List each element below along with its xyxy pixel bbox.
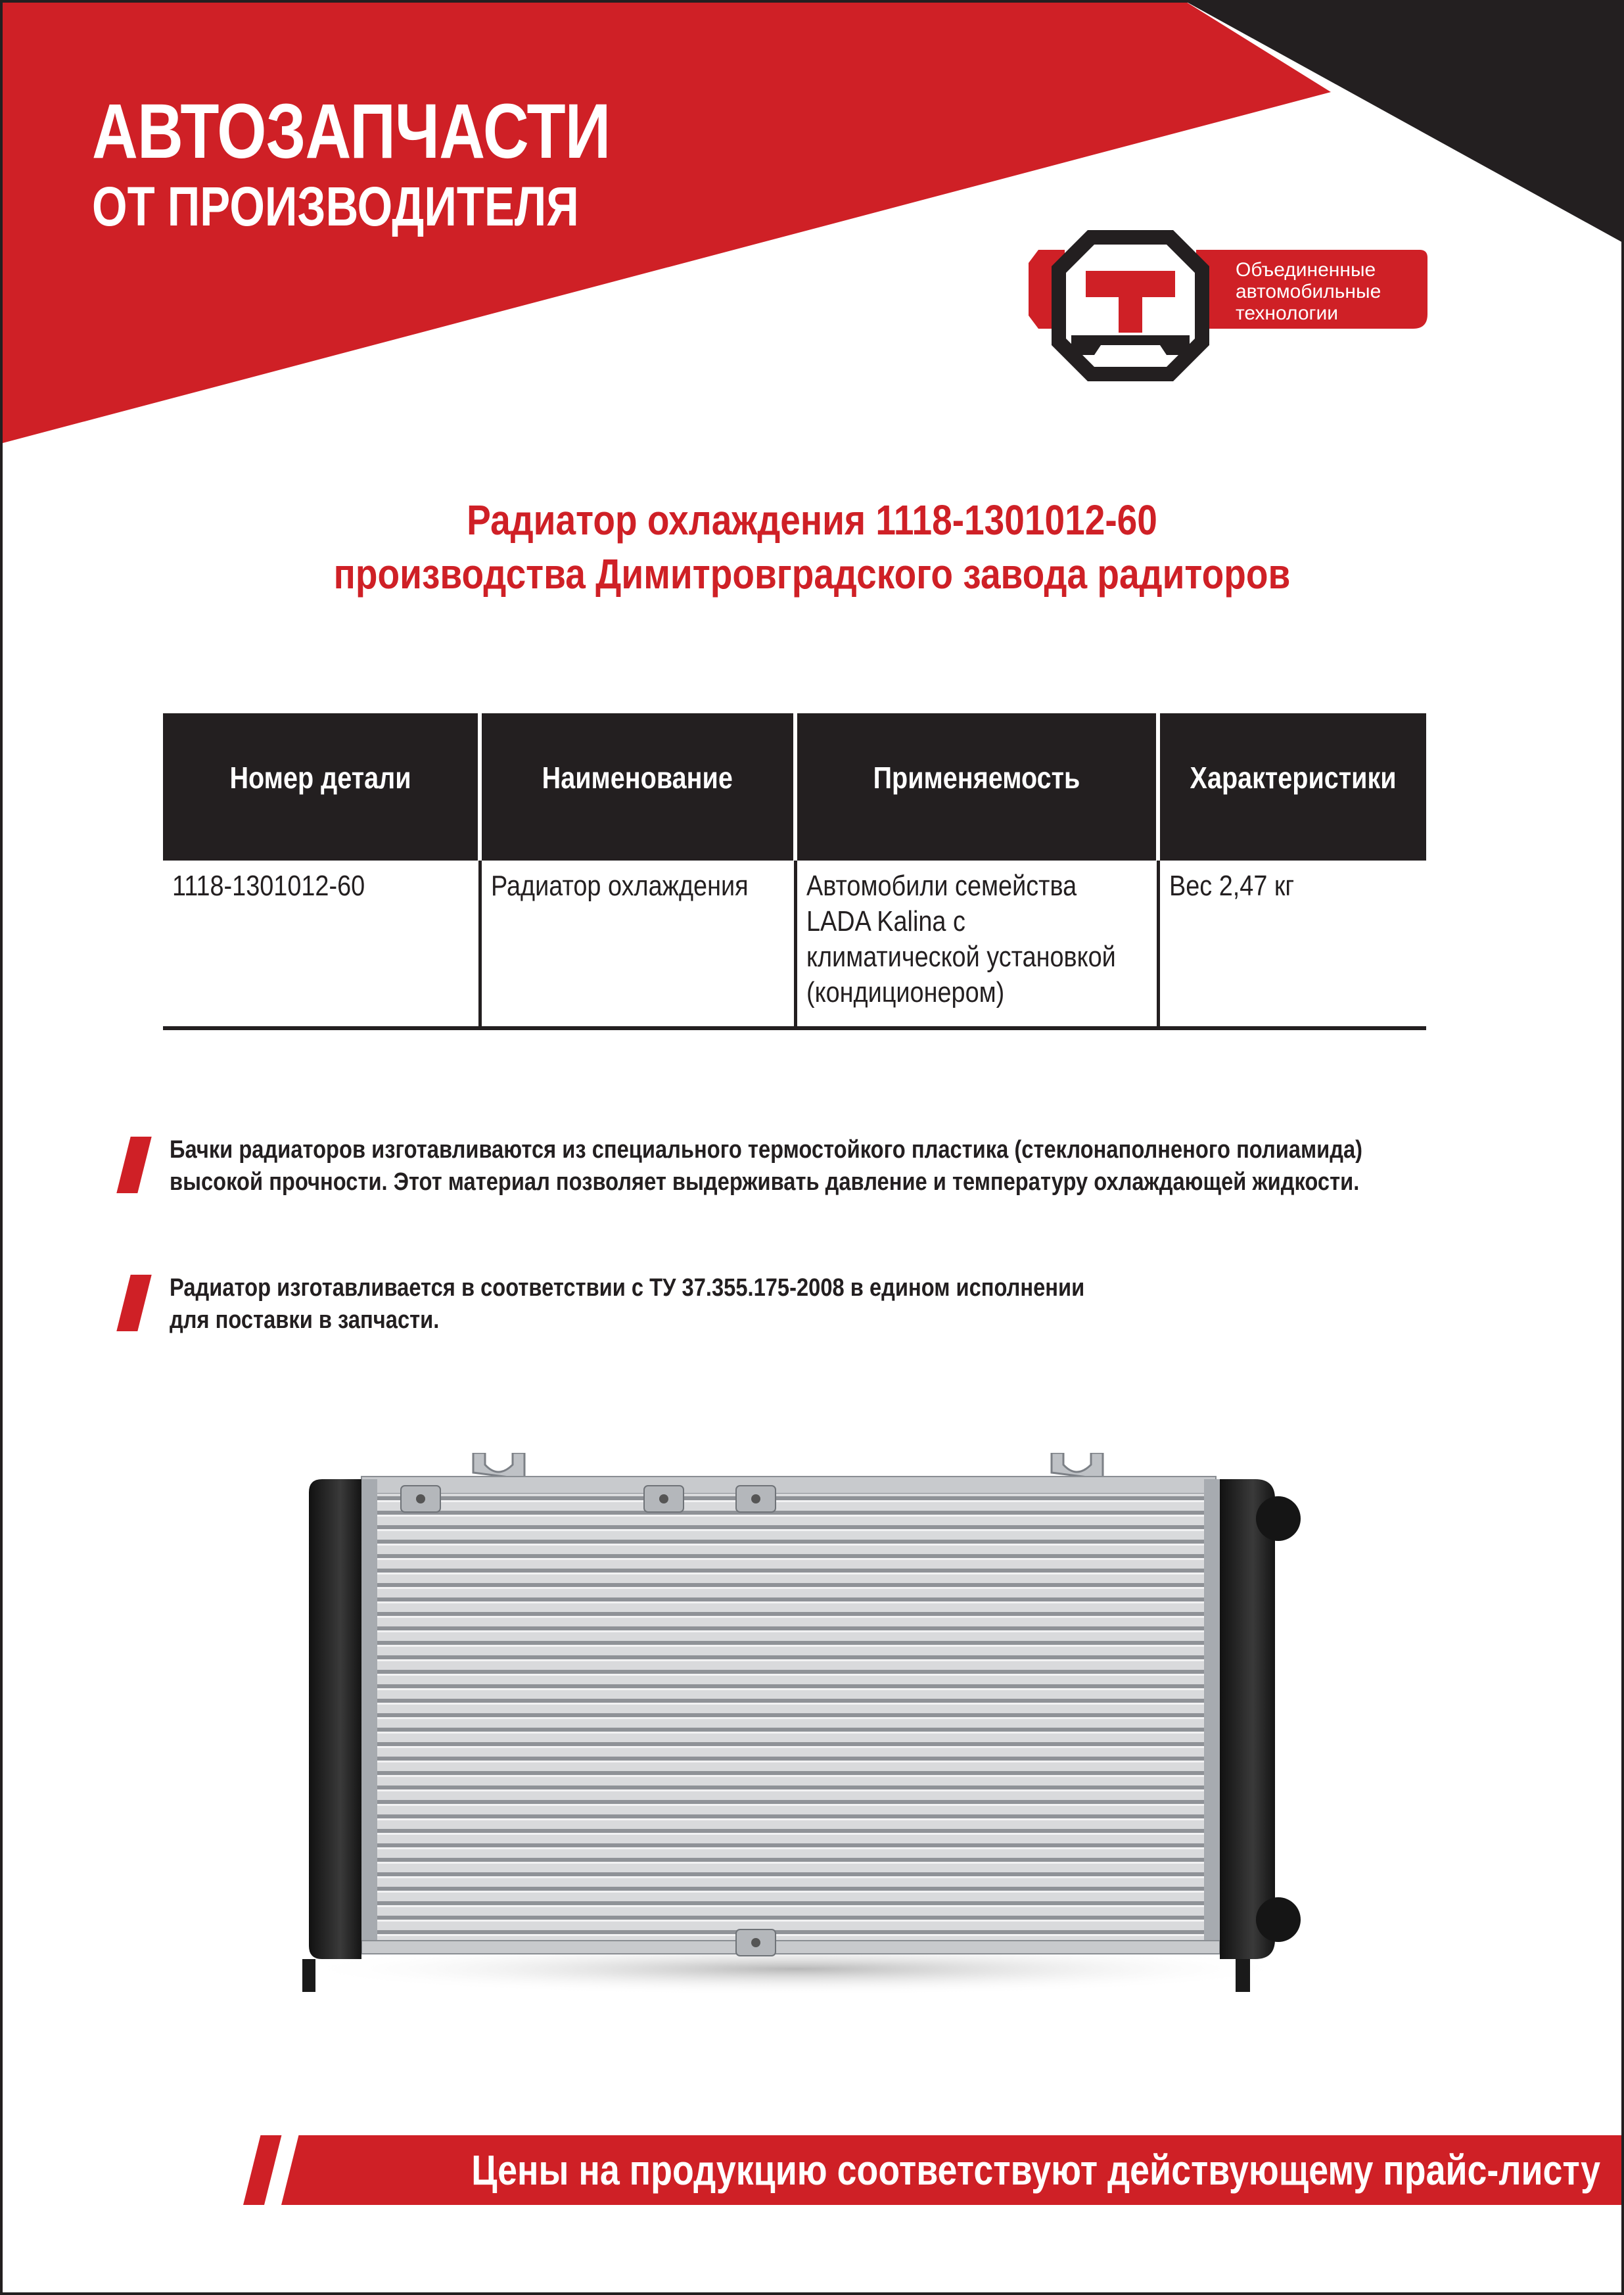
product-title-line2: производства Димитровградского завода радиторов <box>333 550 1291 598</box>
cell-name: Радиатор охлаждения <box>480 861 795 1028</box>
hero-title-line2: ОТ ПРОИЗВОДИТЕЛЯ <box>92 176 579 237</box>
logo-text-line3: технологии <box>1236 302 1339 324</box>
logo-text-line2: автомобильные <box>1236 281 1381 302</box>
hero-title-line1: АВТОЗАПЧАСТИ <box>92 88 611 175</box>
cell-characteristics: Вес 2,47 кг <box>1158 861 1426 1028</box>
note-material-line1: Бачки радиаторов изготавливаются из специального термостойкого пластика (стеклонаполненого полиамида) <box>170 1136 1363 1164</box>
note-standard-line1: Радиатор изготавливается в соответствии с ТУ 37.355.175-2008 в едином исполнении <box>170 1274 1085 1302</box>
logo-text-line1: Объединенные <box>1236 259 1376 281</box>
price-banner-text: Цены на продукцию соответствуют действующему прайс-листу <box>471 2146 1600 2194</box>
note-standard-line2: для поставки в запчасти. <box>170 1306 440 1334</box>
header-applicability: Применяемость <box>795 713 1158 861</box>
header-name: Наименование <box>480 713 795 861</box>
header-characteristics: Характеристики <box>1158 713 1426 861</box>
product-title-line1: Радиатор охлаждения 1118-1301012-60 <box>467 496 1157 544</box>
cell-applicability: Автомобили семейства LADA Kalina с климатической установкой (кондиционером) <box>795 861 1158 1028</box>
cell-part-number: 1118-1301012-60 <box>163 861 480 1028</box>
note-material-line2: высокой прочности. Этот материал позволяет выдерживать давление и температуру охлаждающей жидкости. <box>170 1168 1360 1196</box>
header-part-number: Номер детали <box>163 713 480 861</box>
